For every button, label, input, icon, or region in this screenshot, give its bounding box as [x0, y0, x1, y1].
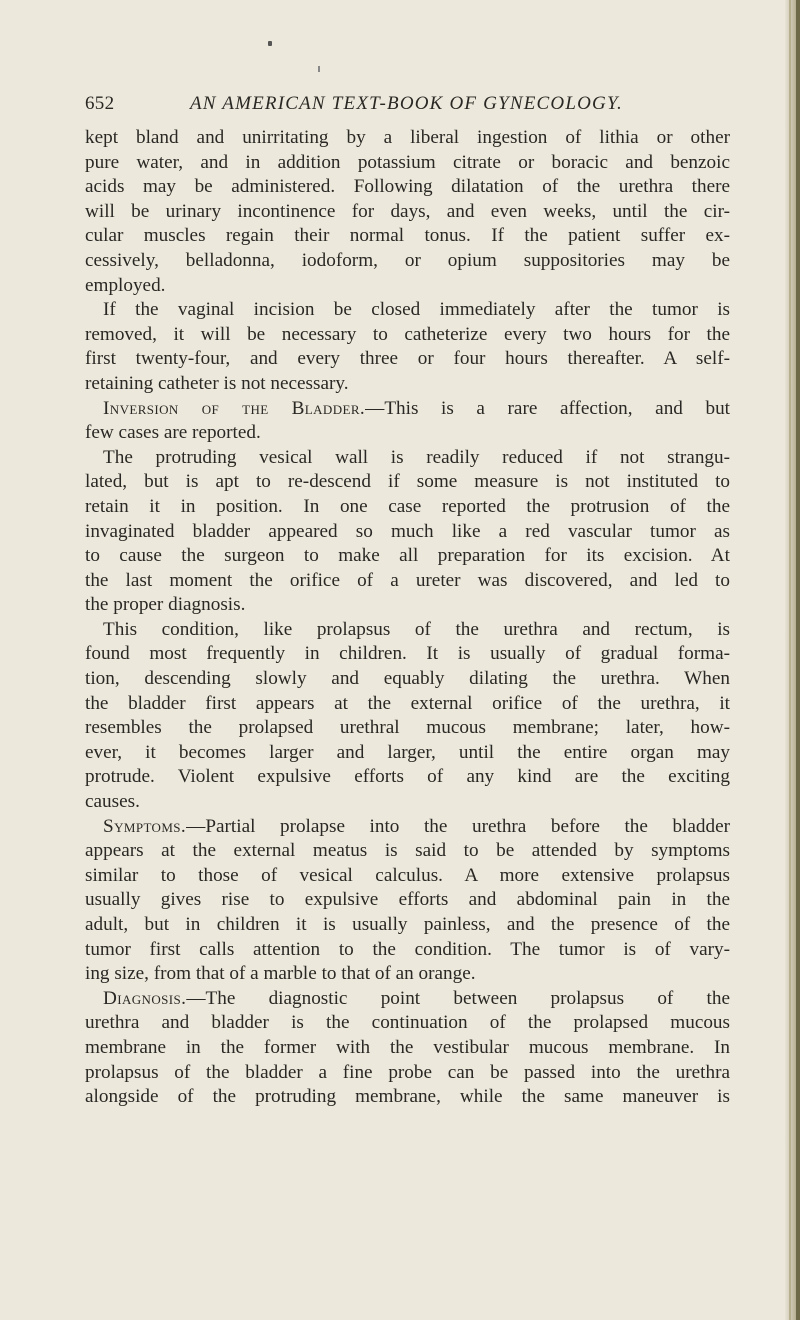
text-line: The protruding vesical wall is readily reduced if not strangu- [103, 446, 730, 468]
text-line: ever, it becomes larger and larger, until the entire organ may [85, 741, 730, 763]
text-line: the last moment the orifice of a ureter was discovered, and led to [85, 569, 730, 591]
text-line: removed, it will be necessary to catheterize every two hours for the [85, 323, 730, 345]
text-line: ing size, from that of a marble to that of an orange. [85, 963, 476, 985]
text-line: employed. [85, 274, 166, 296]
text-line: usually gives rise to expulsive efforts and abdominal pain in the [85, 889, 730, 911]
running-head: AN AMERICAN TEXT-BOOK OF GYNECOLOGY. [190, 93, 623, 114]
body-text [85, 126, 730, 1110]
section-heading: Inversion of the Bladder. [103, 397, 366, 419]
text-line: cessively, belladonna, iodoform, or opium suppositories may be [85, 249, 730, 271]
text-line: If the vaginal incision be closed immediately after the tumor is [103, 299, 730, 321]
section-line [85, 397, 730, 422]
text-line: retaining catheter is not necessary. [85, 372, 349, 394]
print-mark [318, 66, 320, 72]
text-line: membrane in the former with the vestibular mucous membrane. In [85, 1036, 730, 1058]
text-line: urethra and bladder is the continuation of the prolapsed mucous [85, 1012, 730, 1034]
text-line: will be urinary incontinence for days, and even weeks, until the cir- [85, 200, 730, 222]
text-line: kept bland and unirritating by a liberal ingestion of lithia or other [85, 127, 730, 148]
text-line: tion, descending slowly and equably dilating the urethra. When [85, 668, 730, 690]
text-line: few cases are reported. [85, 422, 261, 444]
section-line [85, 987, 730, 1012]
text-line: the proper diagnosis. [85, 594, 246, 616]
text-line: first twenty-four, and every three or four hours thereafter. A self- [85, 348, 730, 370]
text-line: prolapsus of the bladder a fine probe can be passed into the urethra [85, 1061, 730, 1083]
page-number: 652 [85, 93, 115, 114]
text-line: adult, but in children it is usually painless, and the presence of the [85, 914, 730, 935]
print-mark [268, 41, 272, 46]
text-line: acids may be administered. Following dilatation of the urethra there [85, 176, 730, 198]
book-spine-edge [785, 0, 800, 1320]
text-line: invaginated bladder appeared so much like a red vascular tumor as [85, 520, 730, 542]
text-line: resembles the prolapsed urethral mucous membrane; later, how- [85, 717, 730, 739]
text-line: appears at the external meatus is said to be attended by symptoms [85, 840, 730, 862]
section-heading: Symptoms. [103, 815, 187, 837]
text-line: retain it in position. In one case reported the protrusion of the [85, 495, 730, 517]
text-line: cular muscles regain their normal tonus. If the patient suffer ex- [85, 225, 730, 247]
text-run: —The diagnostic point between prolapsus of the [186, 987, 730, 1009]
page-header [85, 93, 685, 117]
text-line: found most frequently in children. It is usually of gradual forma- [85, 643, 730, 665]
text-line: pure water, and in addition potassium citrate or boracic and benzoic [85, 151, 730, 173]
text-line: protrude. Violent expulsive efforts of any kind are the exciting [85, 766, 730, 788]
text-line: lated, but is apt to re-descend if some measure is not instituted to [85, 471, 730, 493]
text-run: —Partial prolapse into the urethra before the bladder [186, 815, 730, 837]
text-line: This condition, like prolapsus of the urethra and rectum, is [103, 618, 730, 640]
section-line [85, 815, 730, 840]
text-line: tumor first calls attention to the condition. The tumor is of vary- [85, 938, 730, 960]
text-line: similar to those of vesical calculus. A more extensive prolapsus [85, 864, 730, 886]
text-run: —This is a rare affection, and but [365, 397, 730, 419]
section-heading: Diagnosis. [103, 987, 187, 1009]
text-line: alongside of the protruding membrane, while the same maneuver is [85, 1086, 730, 1108]
text-line: to cause the surgeon to make all preparation for its excision. At [85, 545, 730, 567]
text-line: the bladder first appears at the external orifice of the urethra, it [85, 692, 730, 714]
text-line: causes. [85, 791, 140, 813]
